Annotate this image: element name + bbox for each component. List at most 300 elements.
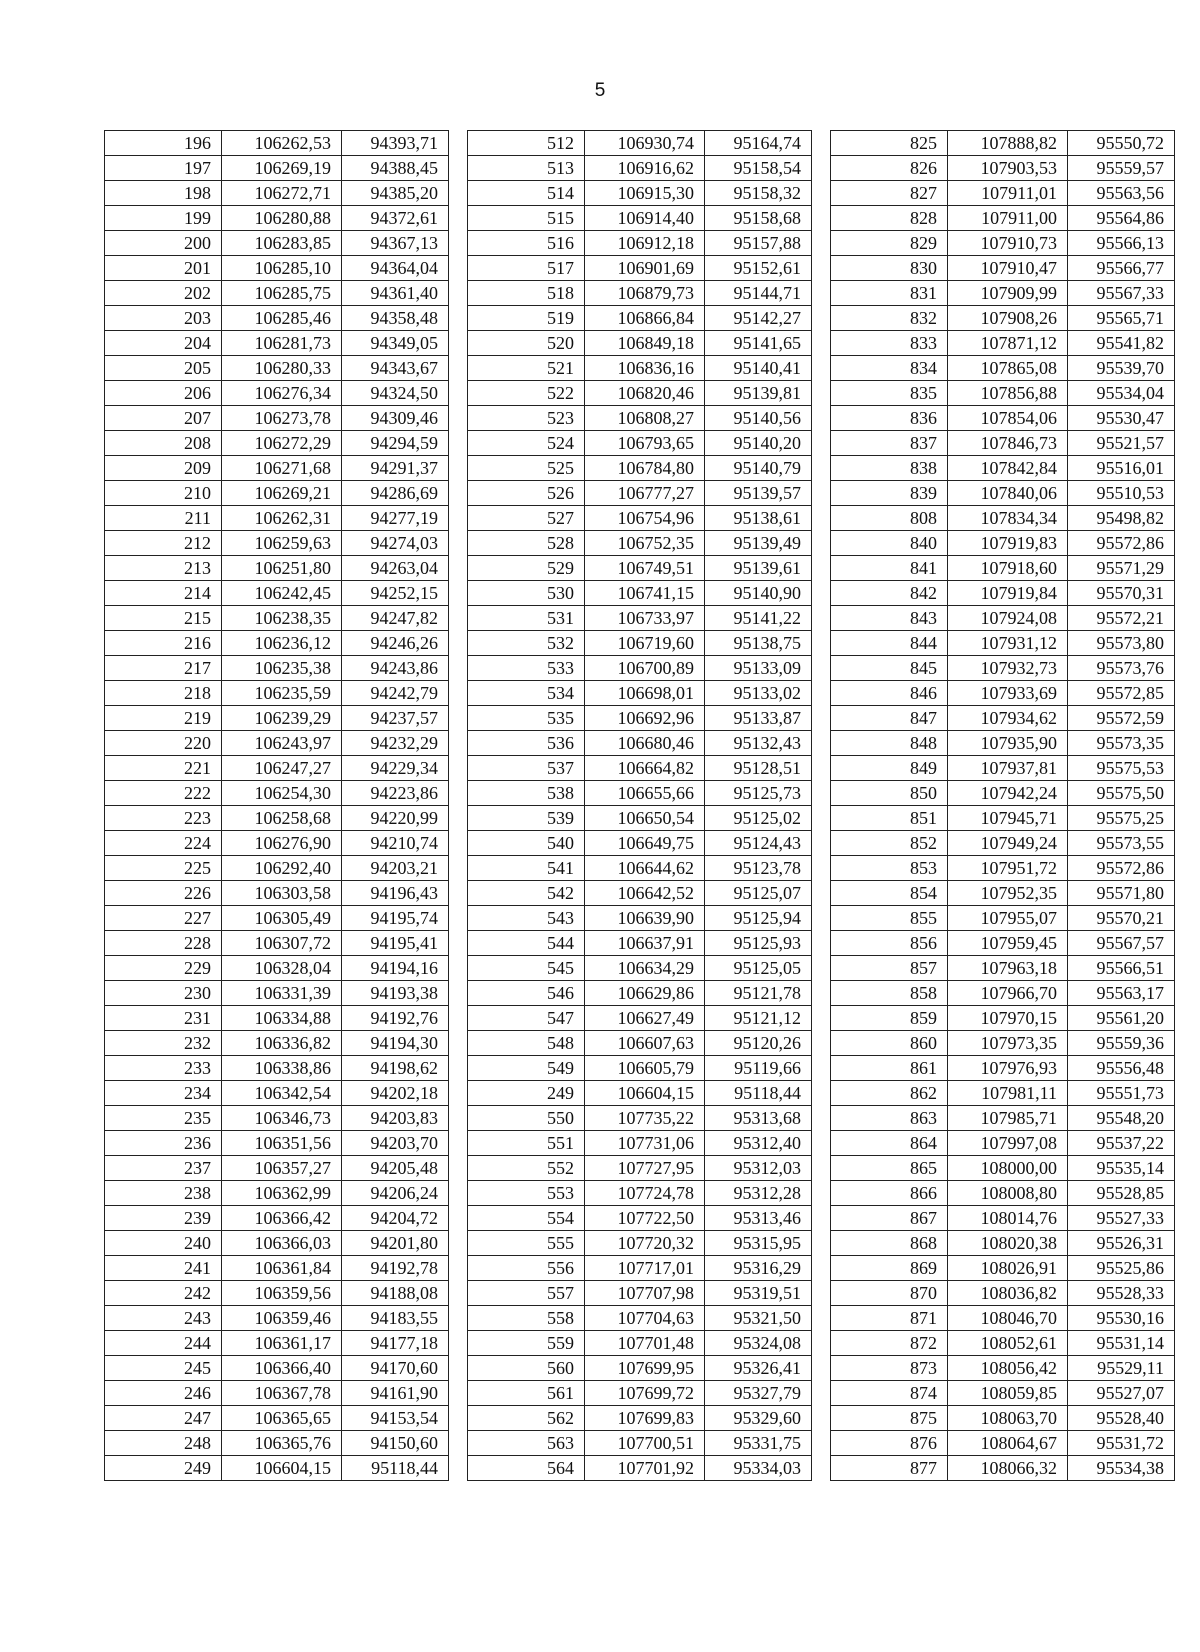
x-coordinate-cell: 106644,62 [585, 856, 705, 881]
point-number-cell: 541 [468, 856, 585, 881]
x-coordinate-cell: 106784,80 [585, 456, 705, 481]
x-coordinate-cell: 106912,18 [585, 231, 705, 256]
y-coordinate-cell: 94196,43 [342, 881, 449, 906]
y-coordinate-cell: 95563,56 [1068, 181, 1175, 206]
x-coordinate-cell: 108052,61 [948, 1331, 1068, 1356]
y-coordinate-cell: 94229,34 [342, 756, 449, 781]
y-coordinate-cell: 95564,86 [1068, 206, 1175, 231]
point-number-cell: 222 [105, 781, 222, 806]
x-coordinate-cell: 108066,32 [948, 1456, 1068, 1481]
point-number-cell: 554 [468, 1206, 585, 1231]
x-coordinate-cell: 106346,73 [222, 1106, 342, 1131]
y-coordinate-cell: 95125,93 [705, 931, 812, 956]
table-row [468, 1106, 812, 1131]
table-row [468, 1456, 812, 1481]
y-coordinate-cell: 95327,79 [705, 1381, 812, 1406]
point-number-cell: 825 [831, 131, 948, 156]
y-coordinate-cell: 95563,17 [1068, 981, 1175, 1006]
table-row [105, 706, 449, 731]
table-row [831, 1356, 1175, 1381]
point-number-cell: 217 [105, 656, 222, 681]
point-number-cell: 876 [831, 1431, 948, 1456]
point-number-cell: 553 [468, 1181, 585, 1206]
y-coordinate-cell: 94291,37 [342, 456, 449, 481]
table-row [831, 256, 1175, 281]
y-coordinate-cell: 95128,51 [705, 756, 812, 781]
point-number-cell: 224 [105, 831, 222, 856]
y-coordinate-cell: 95531,72 [1068, 1431, 1175, 1456]
table-row [105, 781, 449, 806]
y-coordinate-cell: 95133,87 [705, 706, 812, 731]
x-coordinate-cell: 107865,08 [948, 356, 1068, 381]
y-coordinate-cell: 95140,79 [705, 456, 812, 481]
table-row [831, 1331, 1175, 1356]
x-coordinate-cell: 107911,00 [948, 206, 1068, 231]
y-coordinate-cell: 94263,04 [342, 556, 449, 581]
point-number-cell: 558 [468, 1306, 585, 1331]
table-row [468, 406, 812, 431]
table-row [831, 306, 1175, 331]
point-number-cell: 861 [831, 1056, 948, 1081]
table-row [831, 1131, 1175, 1156]
x-coordinate-cell: 107724,78 [585, 1181, 705, 1206]
table-row [468, 781, 812, 806]
point-number-cell: 847 [831, 706, 948, 731]
table-row [831, 931, 1175, 956]
table-row [831, 456, 1175, 481]
y-coordinate-cell: 94204,72 [342, 1206, 449, 1231]
x-coordinate-cell: 106272,29 [222, 431, 342, 456]
point-number-cell: 874 [831, 1381, 948, 1406]
x-coordinate-cell: 106269,21 [222, 481, 342, 506]
point-number-cell: 840 [831, 531, 948, 556]
y-coordinate-cell: 95331,75 [705, 1431, 812, 1456]
y-coordinate-cell: 94202,18 [342, 1081, 449, 1106]
y-coordinate-cell: 95138,75 [705, 631, 812, 656]
table-row [468, 831, 812, 856]
point-number-cell: 229 [105, 956, 222, 981]
y-coordinate-cell: 95133,02 [705, 681, 812, 706]
x-coordinate-cell: 107842,84 [948, 456, 1068, 481]
point-number-cell: 231 [105, 1006, 222, 1031]
table-row [468, 1406, 812, 1431]
table-row [105, 1456, 449, 1481]
point-number-cell: 542 [468, 881, 585, 906]
y-coordinate-cell: 94252,15 [342, 581, 449, 606]
table-row [105, 1006, 449, 1031]
y-coordinate-cell: 95559,36 [1068, 1031, 1175, 1056]
point-number-cell: 848 [831, 731, 948, 756]
point-number-cell: 557 [468, 1281, 585, 1306]
y-coordinate-cell: 95573,35 [1068, 731, 1175, 756]
x-coordinate-cell: 107871,12 [948, 331, 1068, 356]
point-number-cell: 864 [831, 1131, 948, 1156]
point-number-cell: 857 [831, 956, 948, 981]
point-number-cell: 249 [468, 1081, 585, 1106]
point-number-cell: 540 [468, 831, 585, 856]
x-coordinate-cell: 107919,83 [948, 531, 1068, 556]
y-coordinate-cell: 94385,20 [342, 181, 449, 206]
y-coordinate-cell: 95566,77 [1068, 256, 1175, 281]
point-number-cell: 206 [105, 381, 222, 406]
x-coordinate-cell: 108020,38 [948, 1231, 1068, 1256]
point-number-cell: 240 [105, 1231, 222, 1256]
x-coordinate-cell: 107910,47 [948, 256, 1068, 281]
table-row [105, 856, 449, 881]
x-coordinate-cell: 106269,19 [222, 156, 342, 181]
y-coordinate-cell: 94193,38 [342, 981, 449, 1006]
point-number-cell: 244 [105, 1331, 222, 1356]
x-coordinate-cell: 107981,11 [948, 1081, 1068, 1106]
y-coordinate-cell: 95140,56 [705, 406, 812, 431]
table-row [105, 1156, 449, 1181]
table-row [105, 306, 449, 331]
table-row [105, 1431, 449, 1456]
table-row [831, 1306, 1175, 1331]
table-row [105, 1406, 449, 1431]
x-coordinate-cell: 106331,39 [222, 981, 342, 1006]
x-coordinate-cell: 106262,53 [222, 131, 342, 156]
table-row [468, 356, 812, 381]
x-coordinate-cell: 106629,86 [585, 981, 705, 1006]
x-coordinate-cell: 106700,89 [585, 656, 705, 681]
x-coordinate-cell: 107903,53 [948, 156, 1068, 181]
point-number-cell: 233 [105, 1056, 222, 1081]
table-row [105, 131, 449, 156]
table-row [105, 256, 449, 281]
y-coordinate-cell: 95125,73 [705, 781, 812, 806]
table-row [105, 506, 449, 531]
point-number-cell: 550 [468, 1106, 585, 1131]
y-coordinate-cell: 94203,70 [342, 1131, 449, 1156]
y-coordinate-cell: 95556,48 [1068, 1056, 1175, 1081]
point-number-cell: 831 [831, 281, 948, 306]
point-number-cell: 237 [105, 1156, 222, 1181]
x-coordinate-cell: 106357,27 [222, 1156, 342, 1181]
x-coordinate-cell: 106359,46 [222, 1306, 342, 1331]
table-row [468, 1256, 812, 1281]
x-coordinate-cell: 106336,82 [222, 1031, 342, 1056]
point-number-cell: 234 [105, 1081, 222, 1106]
x-coordinate-cell: 106242,45 [222, 581, 342, 606]
y-coordinate-cell: 94246,26 [342, 631, 449, 656]
table-row [105, 556, 449, 581]
table-row [468, 1006, 812, 1031]
point-number-cell: 562 [468, 1406, 585, 1431]
table-row [105, 206, 449, 231]
point-number-cell: 228 [105, 931, 222, 956]
y-coordinate-cell: 95572,85 [1068, 681, 1175, 706]
point-number-cell: 854 [831, 881, 948, 906]
table-row [105, 1106, 449, 1131]
x-coordinate-cell: 107722,50 [585, 1206, 705, 1231]
y-coordinate-cell: 94150,60 [342, 1431, 449, 1456]
y-coordinate-cell: 95572,86 [1068, 856, 1175, 881]
table-row [831, 806, 1175, 831]
table-row [105, 831, 449, 856]
point-number-cell: 241 [105, 1256, 222, 1281]
point-number-cell: 200 [105, 231, 222, 256]
x-coordinate-cell: 107955,07 [948, 906, 1068, 931]
point-number-cell: 522 [468, 381, 585, 406]
x-coordinate-cell: 106362,99 [222, 1181, 342, 1206]
x-coordinate-cell: 106236,12 [222, 631, 342, 656]
y-coordinate-cell: 95326,41 [705, 1356, 812, 1381]
y-coordinate-cell: 95140,41 [705, 356, 812, 381]
point-number-cell: 538 [468, 781, 585, 806]
x-coordinate-cell: 106698,01 [585, 681, 705, 706]
x-coordinate-cell: 106285,75 [222, 281, 342, 306]
table-row [831, 856, 1175, 881]
table-row [105, 806, 449, 831]
point-number-cell: 842 [831, 581, 948, 606]
table-row [831, 956, 1175, 981]
y-coordinate-cell: 95120,26 [705, 1031, 812, 1056]
x-coordinate-cell: 106642,52 [585, 881, 705, 906]
x-coordinate-cell: 106239,29 [222, 706, 342, 731]
y-coordinate-cell: 95531,14 [1068, 1331, 1175, 1356]
table-row [468, 556, 812, 581]
table-row [105, 331, 449, 356]
x-coordinate-cell: 107701,48 [585, 1331, 705, 1356]
y-coordinate-cell: 94195,41 [342, 931, 449, 956]
x-coordinate-cell: 106607,63 [585, 1031, 705, 1056]
x-coordinate-cell: 106366,42 [222, 1206, 342, 1231]
point-number-cell: 877 [831, 1456, 948, 1481]
x-coordinate-cell: 106307,72 [222, 931, 342, 956]
table-row [105, 356, 449, 381]
x-coordinate-cell: 106915,30 [585, 181, 705, 206]
x-coordinate-cell: 107856,88 [948, 381, 1068, 406]
y-coordinate-cell: 95125,94 [705, 906, 812, 931]
x-coordinate-cell: 106741,15 [585, 581, 705, 606]
table-row [468, 156, 812, 181]
y-coordinate-cell: 94195,74 [342, 906, 449, 931]
point-number-cell: 545 [468, 956, 585, 981]
x-coordinate-cell: 106752,35 [585, 531, 705, 556]
y-coordinate-cell: 94237,57 [342, 706, 449, 731]
y-coordinate-cell: 95312,28 [705, 1181, 812, 1206]
y-coordinate-cell: 94170,60 [342, 1356, 449, 1381]
y-coordinate-cell: 94367,13 [342, 231, 449, 256]
point-number-cell: 524 [468, 431, 585, 456]
table-row [831, 1231, 1175, 1256]
x-coordinate-cell: 107963,18 [948, 956, 1068, 981]
point-number-cell: 230 [105, 981, 222, 1006]
y-coordinate-cell: 94232,29 [342, 731, 449, 756]
y-coordinate-cell: 95124,43 [705, 831, 812, 856]
point-number-cell: 537 [468, 756, 585, 781]
point-number-cell: 526 [468, 481, 585, 506]
point-number-cell: 232 [105, 1031, 222, 1056]
point-number-cell: 205 [105, 356, 222, 381]
table-row [468, 681, 812, 706]
y-coordinate-cell: 94372,61 [342, 206, 449, 231]
point-number-cell: 850 [831, 781, 948, 806]
coordinates-table-3 [830, 130, 1175, 1481]
table-row [468, 756, 812, 781]
x-coordinate-cell: 106627,49 [585, 1006, 705, 1031]
x-coordinate-cell: 106650,54 [585, 806, 705, 831]
y-coordinate-cell: 95324,08 [705, 1331, 812, 1356]
y-coordinate-cell: 95157,88 [705, 231, 812, 256]
x-coordinate-cell: 107735,22 [585, 1106, 705, 1131]
table-row [105, 1031, 449, 1056]
point-number-cell: 870 [831, 1281, 948, 1306]
x-coordinate-cell: 108063,70 [948, 1406, 1068, 1431]
y-coordinate-cell: 94201,80 [342, 1231, 449, 1256]
y-coordinate-cell: 94188,08 [342, 1281, 449, 1306]
table-row [831, 756, 1175, 781]
table-row [105, 431, 449, 456]
y-coordinate-cell: 95571,80 [1068, 881, 1175, 906]
table-row [105, 731, 449, 756]
point-number-cell: 514 [468, 181, 585, 206]
point-number-cell: 841 [831, 556, 948, 581]
y-coordinate-cell: 95319,51 [705, 1281, 812, 1306]
x-coordinate-cell: 108008,80 [948, 1181, 1068, 1206]
point-number-cell: 248 [105, 1431, 222, 1456]
y-coordinate-cell: 95123,78 [705, 856, 812, 881]
x-coordinate-cell: 106637,91 [585, 931, 705, 956]
point-number-cell: 208 [105, 431, 222, 456]
x-coordinate-cell: 106359,56 [222, 1281, 342, 1306]
table-row [105, 906, 449, 931]
x-coordinate-cell: 106749,51 [585, 556, 705, 581]
y-coordinate-cell: 95152,61 [705, 256, 812, 281]
point-number-cell: 246 [105, 1381, 222, 1406]
table-row [105, 656, 449, 681]
y-coordinate-cell: 95141,22 [705, 606, 812, 631]
x-coordinate-cell: 106238,35 [222, 606, 342, 631]
x-coordinate-cell: 108026,91 [948, 1256, 1068, 1281]
y-coordinate-cell: 95530,16 [1068, 1306, 1175, 1331]
x-coordinate-cell: 106605,79 [585, 1056, 705, 1081]
x-coordinate-cell: 106342,54 [222, 1081, 342, 1106]
table-row [468, 881, 812, 906]
y-coordinate-cell: 95321,50 [705, 1306, 812, 1331]
table-row [468, 281, 812, 306]
x-coordinate-cell: 107931,12 [948, 631, 1068, 656]
table-row [105, 1281, 449, 1306]
table-row [105, 531, 449, 556]
x-coordinate-cell: 106280,88 [222, 206, 342, 231]
x-coordinate-cell: 108064,67 [948, 1431, 1068, 1456]
table-row [468, 1231, 812, 1256]
x-coordinate-cell: 108000,00 [948, 1156, 1068, 1181]
coordinates-table-1 [104, 130, 449, 1481]
point-number-cell: 839 [831, 481, 948, 506]
table-row [468, 1281, 812, 1306]
x-coordinate-cell: 106866,84 [585, 306, 705, 331]
x-coordinate-cell: 108036,82 [948, 1281, 1068, 1306]
point-number-cell: 844 [831, 631, 948, 656]
point-number-cell: 227 [105, 906, 222, 931]
x-coordinate-cell: 106305,49 [222, 906, 342, 931]
point-number-cell: 220 [105, 731, 222, 756]
y-coordinate-cell: 94349,05 [342, 331, 449, 356]
point-number-cell: 198 [105, 181, 222, 206]
y-coordinate-cell: 95125,07 [705, 881, 812, 906]
y-coordinate-cell: 95158,68 [705, 206, 812, 231]
y-coordinate-cell: 94286,69 [342, 481, 449, 506]
y-coordinate-cell: 95551,73 [1068, 1081, 1175, 1106]
x-coordinate-cell: 106338,86 [222, 1056, 342, 1081]
table-row [105, 1256, 449, 1281]
table-row [468, 181, 812, 206]
y-coordinate-cell: 95537,22 [1068, 1131, 1175, 1156]
point-number-cell: 197 [105, 156, 222, 181]
point-number-cell: 862 [831, 1081, 948, 1106]
x-coordinate-cell: 107952,35 [948, 881, 1068, 906]
table-row [468, 1131, 812, 1156]
y-coordinate-cell: 95529,11 [1068, 1356, 1175, 1381]
x-coordinate-cell: 106235,38 [222, 656, 342, 681]
table-row [105, 481, 449, 506]
x-coordinate-cell: 106754,96 [585, 506, 705, 531]
y-coordinate-cell: 95142,27 [705, 306, 812, 331]
table-row [105, 956, 449, 981]
table-row [831, 156, 1175, 181]
point-number-cell: 555 [468, 1231, 585, 1256]
point-number-cell: 202 [105, 281, 222, 306]
x-coordinate-cell: 107985,71 [948, 1106, 1068, 1131]
x-coordinate-cell: 106283,85 [222, 231, 342, 256]
point-number-cell: 521 [468, 356, 585, 381]
y-coordinate-cell: 94203,83 [342, 1106, 449, 1131]
point-number-cell: 547 [468, 1006, 585, 1031]
point-number-cell: 832 [831, 306, 948, 331]
table-row [105, 181, 449, 206]
point-number-cell: 855 [831, 906, 948, 931]
y-coordinate-cell: 95559,57 [1068, 156, 1175, 181]
point-number-cell: 225 [105, 856, 222, 881]
table-row [831, 331, 1175, 356]
coordinates-table-2 [467, 130, 812, 1481]
x-coordinate-cell: 107976,93 [948, 1056, 1068, 1081]
y-coordinate-cell: 95566,51 [1068, 956, 1175, 981]
y-coordinate-cell: 95144,71 [705, 281, 812, 306]
x-coordinate-cell: 108046,70 [948, 1306, 1068, 1331]
table-row [468, 931, 812, 956]
y-coordinate-cell: 94343,67 [342, 356, 449, 381]
y-coordinate-cell: 95516,01 [1068, 456, 1175, 481]
table-row [468, 656, 812, 681]
table-row [831, 356, 1175, 381]
y-coordinate-cell: 95139,61 [705, 556, 812, 581]
x-coordinate-cell: 107924,08 [948, 606, 1068, 631]
point-number-cell: 517 [468, 256, 585, 281]
x-coordinate-cell: 107727,95 [585, 1156, 705, 1181]
y-coordinate-cell: 95138,61 [705, 506, 812, 531]
x-coordinate-cell: 107970,15 [948, 1006, 1068, 1031]
point-number-cell: 560 [468, 1356, 585, 1381]
y-coordinate-cell: 94358,48 [342, 306, 449, 331]
table-row [468, 531, 812, 556]
y-coordinate-cell: 94242,79 [342, 681, 449, 706]
x-coordinate-cell: 106914,40 [585, 206, 705, 231]
x-coordinate-cell: 107949,24 [948, 831, 1068, 856]
point-number-cell: 207 [105, 406, 222, 431]
y-coordinate-cell: 95164,74 [705, 131, 812, 156]
y-coordinate-cell: 95140,20 [705, 431, 812, 456]
y-coordinate-cell: 95565,71 [1068, 306, 1175, 331]
table-row [468, 456, 812, 481]
table-row [468, 1031, 812, 1056]
y-coordinate-cell: 95158,32 [705, 181, 812, 206]
table-row [468, 956, 812, 981]
table-row [831, 831, 1175, 856]
